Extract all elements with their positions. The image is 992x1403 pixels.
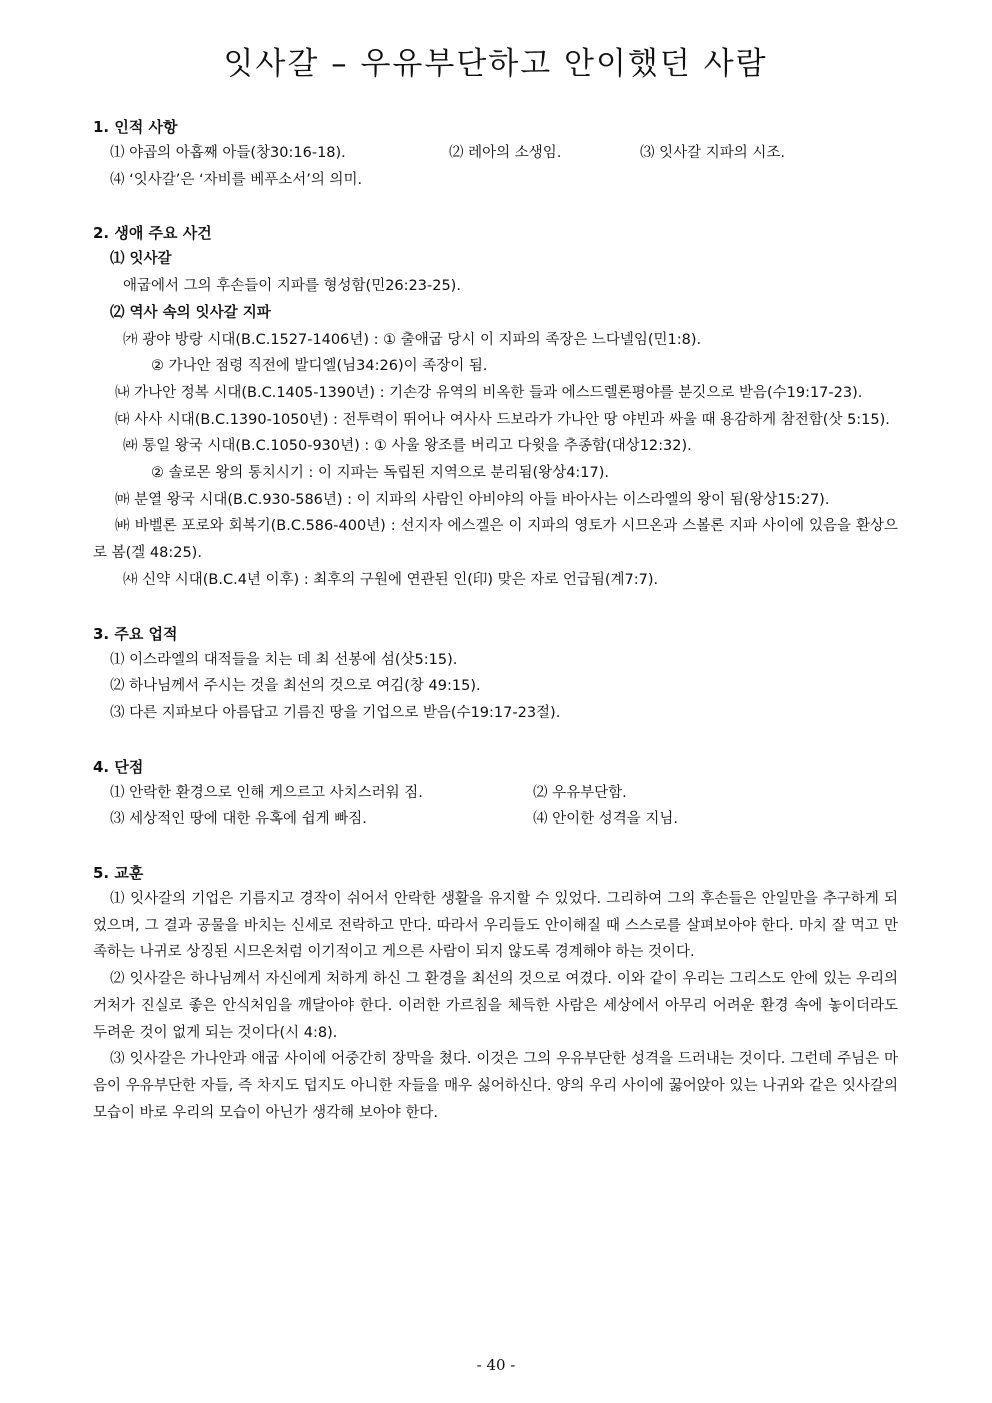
weakness-item: ⑴ 안락한 환경으로 인해 게으르고 사치스러워 짐.	[110, 784, 423, 801]
section-achievements	[93, 621, 898, 727]
event-item: ㈎ 광야 방랑 시대(B.C.1527-1406년) : ① 출애굽 당시 이 지파의 족장은 느다넬임(민1:8).	[123, 331, 702, 348]
weakness-item: ⑶ 세상적인 땅에 대한 유혹에 쉽게 빠짐.	[110, 811, 367, 828]
event-item: ㈓ 바벨론 포로와 회복기(B.C.586-400년) : 선지자 에스겔은 이 지파의 영토가 시므온과 스볼론 지파 사이에 있음을 환상으로 봄(겔 48:25).	[93, 518, 898, 562]
event-item: ㈔ 신약 시대(B.C.4년 이후) : 최후의 구원에 연관된 인(印) 맞은 자로 언급됨(계7:7).	[123, 571, 659, 588]
weakness-row	[93, 806, 898, 833]
section-heading: 2. 생애 주요 사건	[93, 224, 212, 243]
lesson-paragraph: ⑴ 잇사갈의 기업은 기름지고 경작이 쉬어서 안락한 생활을 유지할 수 있었다. 그리하여 그의 후손들은 안일만을 추구하게 되었으며, 그 결과 공물을 바치는 신세로 전락하고 만다. 따라서 우리들도 안이해질 때 스스로를 살펴보아야 한다. 마치 잘 먹고 만족하는 나귀로 상징된 시므온처럼 이기적이고 게으른 사람이 되지 않도록 경계해야 하는 것이다.	[93, 891, 898, 961]
event-item: ㈏ 가나안 정복 시대(B.C.1405-1390년) : 기손강 유역의 비옥한 들과 에스드렐론평야를 분깃으로 받음(수19:17-23).	[115, 384, 863, 401]
event-item: ㈒ 분열 왕국 시대(B.C.930-586년) : 이 지파의 사람인 아비야의 아들 바아사는 이스라엘의 왕이 됨(왕상15:27).	[115, 491, 830, 508]
section-weaknesses	[93, 754, 898, 833]
document-page	[93, 40, 898, 1126]
info-item: ⑷ ‘잇사갈’은 ‘자비를 베푸소서’의 의미.	[110, 171, 363, 188]
subsection-heading: ⑴ 잇사갈	[110, 251, 172, 268]
event-item: ㈑ 통일 왕국 시대(B.C.1050-930년) : ① 사울 왕조를 버리고 다윗을 추종함(대상12:32).	[123, 438, 692, 455]
achievement-item: ⑴ 이스라엘의 대적들을 치는 데 최 선봉에 섬(삿5:15).	[110, 651, 458, 668]
event-text: 애굽에서 그의 후손들이 지파를 형성함(민26:23-25).	[123, 278, 461, 295]
info-item: ⑴ 야곱의 아홉째 아들(창30:16-18).	[110, 145, 346, 161]
section-personal-info	[93, 114, 898, 193]
info-item: ⑵ 레아의 소생임.	[449, 145, 562, 161]
achievement-item: ⑵ 하나님께서 주시는 것을 최선의 것으로 여김(창 49:15).	[110, 678, 481, 695]
section-heading: 5. 교훈	[93, 864, 144, 883]
lesson-paragraph: ⑶ 잇사갈은 가나안과 애굽 사이에 어중간히 장막을 쳤다. 이것은 그의 우유부단한 성격을 드러내는 것이다. 그런데 주님은 마음이 우유부단한 자들, 즉 차지도 덥지도 아니한 자들을 매우 싫어하신다. 양의 우리 사이에 꿇어앉아 있는 나귀와 같은 잇사갈의 모습이 바로 우리의 모습이 아닌가 생각해 보아야 한다.	[93, 1051, 898, 1121]
event-item: ㈐ 사사 시대(B.C.1390-1050년) : 전투력이 뛰어나 여사사 드보라가 가나안 땅 야빈과 싸울 때 용감하게 참전함(삿 5:15).	[115, 411, 890, 428]
weakness-item: ⑷ 안이한 성격을 지님.	[533, 811, 678, 828]
event-item: ② 솔로몬 왕의 통치시기 : 이 지파는 독립된 지역으로 분리됨(왕상4:17).	[151, 465, 610, 482]
info-row	[93, 140, 898, 167]
subsection-heading: ⑵ 역사 속의 잇사갈 지파	[110, 304, 271, 321]
weakness-item: ⑵ 우유부단함.	[533, 784, 627, 801]
section-heading: 3. 주요 업적	[93, 624, 178, 643]
section-lessons	[93, 860, 898, 1126]
achievement-item: ⑶ 다른 지파보다 아름답고 기름진 땅을 기업으로 받음(수19:17-23절).	[110, 704, 561, 721]
page-number: - 40 -	[476, 1356, 516, 1374]
page-title: 잇사갈 – 우유부단하고 안이했던 사람	[223, 46, 768, 82]
section-heading: 1. 인적 사항	[93, 118, 178, 136]
info-item: ⑶ 잇사갈 지파의 시조.	[640, 145, 785, 161]
event-item: ② 가나안 점령 직전에 발디엘(님34:26)이 족장이 됨.	[151, 358, 488, 375]
section-life-events	[93, 220, 898, 593]
section-heading: 4. 단점	[93, 757, 144, 776]
weakness-row	[93, 780, 898, 807]
lesson-paragraph: ⑵ 잇사갈은 하나님께서 자신에게 처하게 하신 그 환경을 최선의 것으로 여겼다. 이와 같이 우리는 그리스도 안에 있는 우리의 거처가 진실로 좋은 안식처임을 깨달아야 한다. 이러한 가르침을 체득한 사람은 세상에서 아무리 어려운 환경 속에 놓이더라도 두려운 것이 없게 되는 것이다(시 4:8).	[93, 971, 898, 1041]
